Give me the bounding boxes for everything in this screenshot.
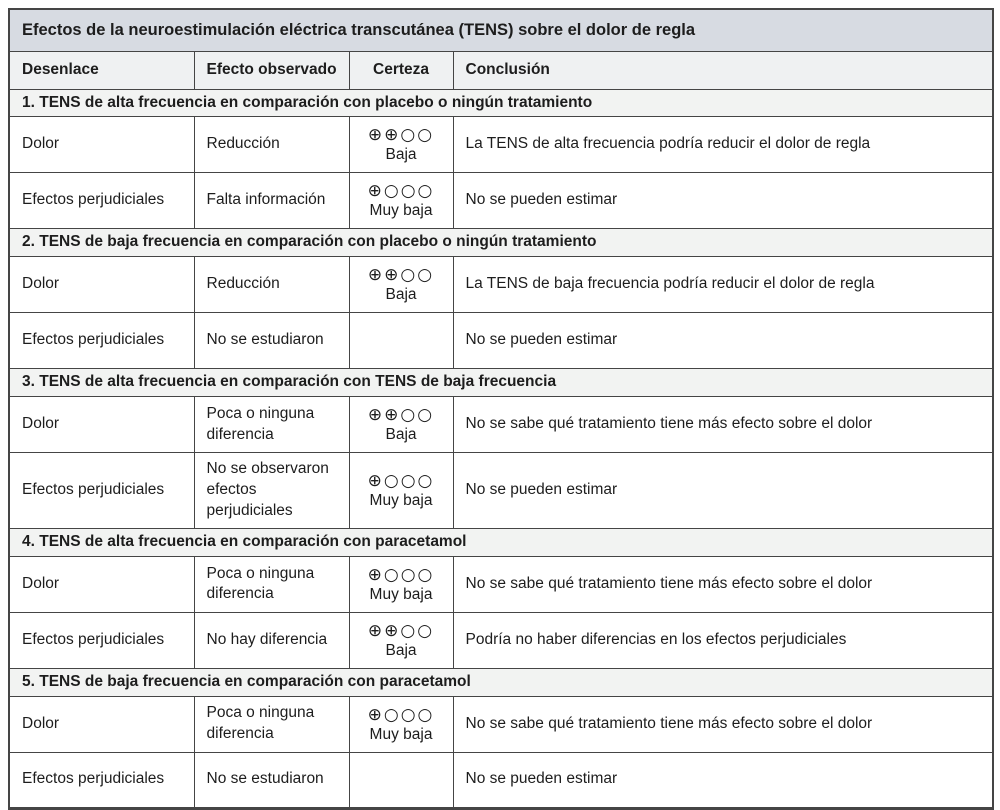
section-heading-5	[9, 668, 993, 696]
cell-conclusion: La TENS de baja frecuencia podría reducir el dolor de regla	[453, 257, 993, 313]
cell-certeza	[349, 752, 453, 808]
table-row	[9, 173, 993, 229]
cell-efecto: Poca o ninguna diferencia	[194, 397, 349, 453]
certainty-label: Baja	[385, 146, 417, 164]
column-header-row	[9, 51, 993, 89]
certainty-symbols: ⊕⊕○○	[367, 405, 435, 426]
cell-efecto: No se observaron efectos perjudiciales	[194, 453, 349, 529]
cell-conclusion: Podría no haber diferencias en los efectos perjudiciales	[453, 612, 993, 668]
section-heading-text: 2. TENS de baja frecuencia en comparación con placebo o ningún tratamiento	[9, 229, 993, 257]
table-row	[9, 453, 993, 529]
certainty-symbols: ⊕○○○	[367, 471, 435, 492]
table-row	[9, 397, 993, 453]
section-heading-text: 5. TENS de baja frecuencia en comparación con paracetamol	[9, 668, 993, 696]
cell-conclusion: No se sabe qué tratamiento tiene más efecto sobre el dolor	[453, 397, 993, 453]
certainty-symbols: ⊕○○○	[367, 564, 435, 585]
certainty-label: Muy baja	[369, 585, 433, 603]
cell-conclusion: No se pueden estimar	[453, 752, 993, 808]
col-header-conclusion: Conclusión	[453, 51, 993, 89]
cell-conclusion: La TENS de alta frecuencia podría reducir el dolor de regla	[453, 117, 993, 173]
cell-certeza	[349, 313, 453, 369]
cell-desenlace: Dolor	[9, 556, 194, 612]
cell-efecto: Falta información	[194, 173, 349, 229]
table-row	[9, 696, 993, 752]
certainty-label: Muy baja	[369, 492, 433, 510]
grade-evidence-table	[8, 8, 994, 810]
certainty-label: Baja	[385, 641, 417, 659]
cell-desenlace: Dolor	[9, 696, 194, 752]
table-row	[9, 556, 993, 612]
cell-desenlace: Dolor	[9, 257, 194, 313]
cell-desenlace: Dolor	[9, 117, 194, 173]
certainty-symbols: ⊕⊕○○	[367, 620, 435, 641]
cell-efecto: Poca o ninguna diferencia	[194, 696, 349, 752]
table-row	[9, 752, 993, 808]
section-heading-3	[9, 369, 993, 397]
cell-efecto: Poca o ninguna diferencia	[194, 556, 349, 612]
section-heading-1	[9, 89, 993, 117]
table-row	[9, 117, 993, 173]
cell-conclusion: No se pueden estimar	[453, 453, 993, 529]
certainty-label: Baja	[385, 286, 417, 304]
certainty-symbols: ⊕⊕○○	[367, 265, 435, 286]
col-header-certeza: Certeza	[349, 51, 453, 89]
certainty-label: Muy baja	[369, 725, 433, 743]
certainty-label: Muy baja	[369, 202, 433, 220]
cell-certeza	[349, 117, 453, 173]
cell-conclusion: No se pueden estimar	[453, 173, 993, 229]
cell-conclusion: No se pueden estimar	[453, 313, 993, 369]
table-row	[9, 612, 993, 668]
cell-desenlace: Efectos perjudiciales	[9, 313, 194, 369]
cell-efecto: Reducción	[194, 117, 349, 173]
table-row	[9, 257, 993, 313]
col-header-efecto-observado: Efecto observado	[194, 51, 349, 89]
cell-efecto: No se estudiaron	[194, 752, 349, 808]
cell-desenlace: Efectos perjudiciales	[9, 752, 194, 808]
cell-certeza	[349, 257, 453, 313]
cell-certeza	[349, 556, 453, 612]
section-heading-text: 4. TENS de alta frecuencia en comparación con paracetamol	[9, 529, 993, 557]
certainty-symbols: ⊕⊕○○	[367, 125, 435, 146]
cell-efecto: No hay diferencia	[194, 612, 349, 668]
table-title: Efectos de la neuroestimulación eléctrica transcutánea (TENS) sobre el dolor de regla	[9, 9, 993, 51]
cell-certeza	[349, 696, 453, 752]
cell-desenlace: Efectos perjudiciales	[9, 173, 194, 229]
col-header-desenlace: Desenlace	[9, 51, 194, 89]
section-heading-4	[9, 529, 993, 557]
cell-desenlace: Dolor	[9, 397, 194, 453]
title-row	[9, 9, 993, 51]
section-heading-text: 3. TENS de alta frecuencia en comparación con TENS de baja frecuencia	[9, 369, 993, 397]
cell-conclusion: No se sabe qué tratamiento tiene más efecto sobre el dolor	[453, 556, 993, 612]
certainty-symbols: ⊕○○○	[367, 181, 435, 202]
certainty-label: Baja	[385, 426, 417, 444]
cell-certeza	[349, 397, 453, 453]
cell-efecto: Reducción	[194, 257, 349, 313]
cell-efecto: No se estudiaron	[194, 313, 349, 369]
certainty-symbols: ⊕○○○	[367, 704, 435, 725]
cell-conclusion: No se sabe qué tratamiento tiene más efecto sobre el dolor	[453, 696, 993, 752]
table-row	[9, 313, 993, 369]
cell-certeza	[349, 453, 453, 529]
cell-desenlace: Efectos perjudiciales	[9, 453, 194, 529]
cell-certeza	[349, 173, 453, 229]
section-heading-text: 1. TENS de alta frecuencia en comparación con placebo o ningún tratamiento	[9, 89, 993, 117]
cell-desenlace: Efectos perjudiciales	[9, 612, 194, 668]
cell-certeza	[349, 612, 453, 668]
section-heading-2	[9, 229, 993, 257]
